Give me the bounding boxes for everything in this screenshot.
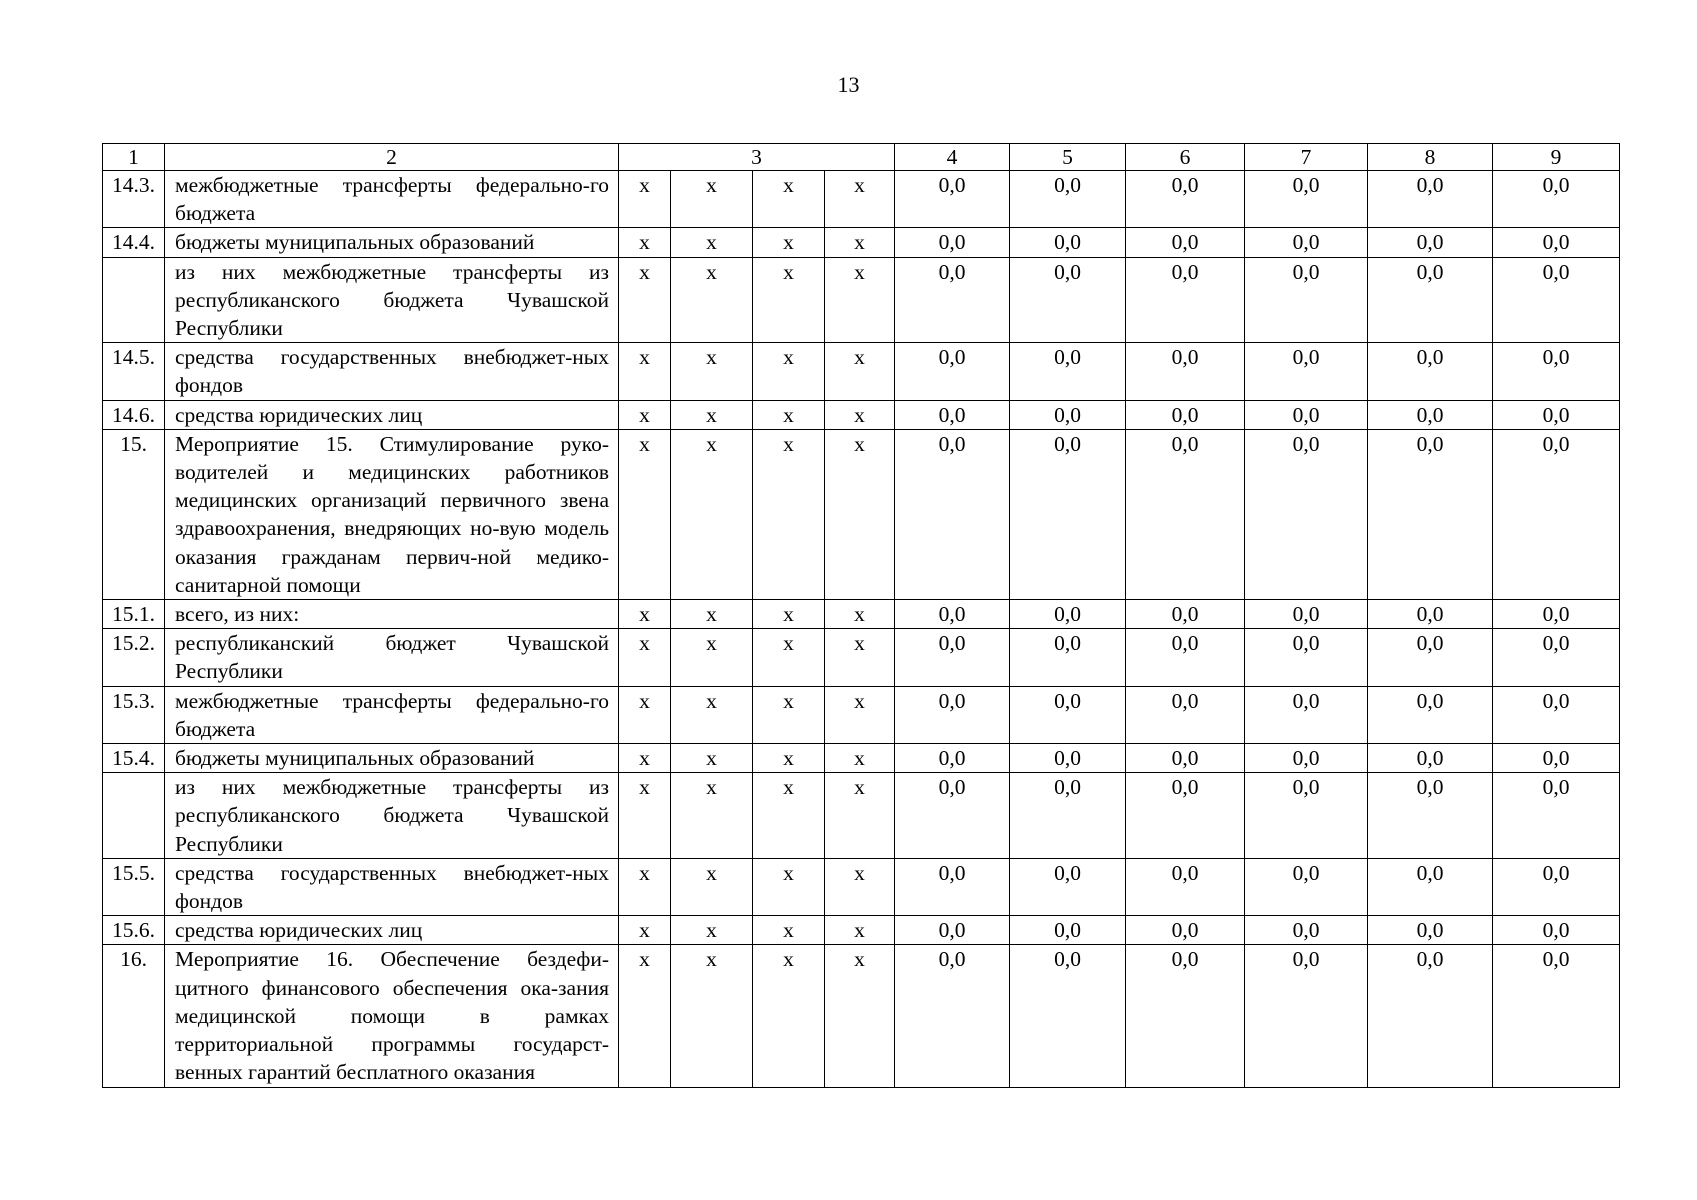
x-mark-cell: x bbox=[753, 773, 825, 859]
value-cell: 0,0 bbox=[1010, 686, 1126, 743]
x-mark-cell: x bbox=[753, 686, 825, 743]
value-cell: 0,0 bbox=[1493, 257, 1620, 343]
x-mark-cell: x bbox=[753, 257, 825, 343]
value-cell: 0,0 bbox=[1126, 629, 1245, 686]
x-mark-cell: x bbox=[619, 629, 671, 686]
header-cell: 2 bbox=[165, 144, 619, 171]
value-cell: 0,0 bbox=[1010, 945, 1126, 1087]
x-mark-cell: x bbox=[825, 600, 895, 629]
value-cell: 0,0 bbox=[1245, 257, 1368, 343]
x-mark-cell: x bbox=[671, 773, 753, 859]
table-row bbox=[103, 171, 1620, 228]
value-cell: 0,0 bbox=[895, 400, 1010, 429]
value-cell: 0,0 bbox=[1368, 629, 1493, 686]
value-cell: 0,0 bbox=[1126, 343, 1245, 400]
value-cell: 0,0 bbox=[1245, 600, 1368, 629]
row-description-cell: всего, из них: bbox=[165, 600, 619, 629]
value-cell: 0,0 bbox=[895, 629, 1010, 686]
value-cell: 0,0 bbox=[1126, 257, 1245, 343]
row-number-cell bbox=[103, 773, 165, 859]
row-number-cell: 14.4. bbox=[103, 228, 165, 257]
value-cell: 0,0 bbox=[1493, 773, 1620, 859]
value-cell: 0,0 bbox=[895, 343, 1010, 400]
x-mark-cell: x bbox=[671, 858, 753, 915]
x-mark-cell: x bbox=[825, 744, 895, 773]
row-description-cell: средства юридических лиц bbox=[165, 916, 619, 945]
table-row bbox=[103, 629, 1620, 686]
x-mark-cell: x bbox=[619, 744, 671, 773]
page-number: 13 bbox=[837, 72, 860, 97]
header-cell: 8 bbox=[1368, 144, 1493, 171]
x-mark-cell: x bbox=[753, 228, 825, 257]
value-cell: 0,0 bbox=[1010, 916, 1126, 945]
header-cell: 1 bbox=[103, 144, 165, 171]
row-number-cell: 15.2. bbox=[103, 629, 165, 686]
value-cell: 0,0 bbox=[1010, 429, 1126, 599]
table-row bbox=[103, 744, 1620, 773]
value-cell: 0,0 bbox=[1493, 744, 1620, 773]
value-cell: 0,0 bbox=[1245, 916, 1368, 945]
table-header-row bbox=[103, 144, 1620, 171]
value-cell: 0,0 bbox=[1126, 916, 1245, 945]
value-cell: 0,0 bbox=[895, 858, 1010, 915]
value-cell: 0,0 bbox=[895, 686, 1010, 743]
value-cell: 0,0 bbox=[1493, 916, 1620, 945]
value-cell: 0,0 bbox=[1010, 773, 1126, 859]
row-description-cell: из них межбюджетные трансферты из республиканского бюджета Чувашской Республики bbox=[165, 773, 619, 859]
x-mark-cell: x bbox=[825, 343, 895, 400]
table-row bbox=[103, 343, 1620, 400]
value-cell: 0,0 bbox=[1245, 400, 1368, 429]
x-mark-cell: x bbox=[619, 773, 671, 859]
row-number-cell: 15.3. bbox=[103, 686, 165, 743]
value-cell: 0,0 bbox=[1245, 343, 1368, 400]
value-cell: 0,0 bbox=[1493, 171, 1620, 228]
table-row bbox=[103, 257, 1620, 343]
value-cell: 0,0 bbox=[1493, 343, 1620, 400]
value-cell: 0,0 bbox=[1245, 171, 1368, 228]
row-description-cell: бюджеты муниципальных образований bbox=[165, 228, 619, 257]
value-cell: 0,0 bbox=[1126, 400, 1245, 429]
x-mark-cell: x bbox=[753, 744, 825, 773]
row-description-cell: Мероприятие 16. Обеспечение бездефи-цитного финансового обеспечения ока-зания медицинской помощи в рамках территориальной программы государст-венных гарантий бесплатного оказания bbox=[165, 945, 619, 1087]
value-cell: 0,0 bbox=[1126, 228, 1245, 257]
row-description-cell: средства юридических лиц bbox=[165, 400, 619, 429]
value-cell: 0,0 bbox=[1493, 629, 1620, 686]
value-cell: 0,0 bbox=[1245, 773, 1368, 859]
row-description-cell: из них межбюджетные трансферты из республиканского бюджета Чувашской Республики bbox=[165, 257, 619, 343]
value-cell: 0,0 bbox=[895, 773, 1010, 859]
value-cell: 0,0 bbox=[1010, 629, 1126, 686]
row-number-cell: 16. bbox=[103, 945, 165, 1087]
x-mark-cell: x bbox=[619, 686, 671, 743]
x-mark-cell: x bbox=[671, 686, 753, 743]
x-mark-cell: x bbox=[671, 400, 753, 429]
value-cell: 0,0 bbox=[1368, 945, 1493, 1087]
x-mark-cell: x bbox=[825, 945, 895, 1087]
x-mark-cell: x bbox=[619, 916, 671, 945]
x-mark-cell: x bbox=[619, 257, 671, 343]
value-cell: 0,0 bbox=[1245, 629, 1368, 686]
x-mark-cell: x bbox=[619, 400, 671, 429]
row-number-cell bbox=[103, 257, 165, 343]
table-row bbox=[103, 228, 1620, 257]
value-cell: 0,0 bbox=[1010, 257, 1126, 343]
value-cell: 0,0 bbox=[1010, 600, 1126, 629]
x-mark-cell: x bbox=[671, 429, 753, 599]
value-cell: 0,0 bbox=[1126, 686, 1245, 743]
header-cell: 9 bbox=[1493, 144, 1620, 171]
value-cell: 0,0 bbox=[1126, 429, 1245, 599]
row-number-cell: 14.6. bbox=[103, 400, 165, 429]
table-row bbox=[103, 916, 1620, 945]
value-cell: 0,0 bbox=[1368, 686, 1493, 743]
header-cell: 6 bbox=[1126, 144, 1245, 171]
value-cell: 0,0 bbox=[1368, 429, 1493, 599]
table-row bbox=[103, 400, 1620, 429]
value-cell: 0,0 bbox=[1126, 858, 1245, 915]
row-number-cell: 15. bbox=[103, 429, 165, 599]
table-row bbox=[103, 686, 1620, 743]
value-cell: 0,0 bbox=[1010, 343, 1126, 400]
table-row bbox=[103, 858, 1620, 915]
value-cell: 0,0 bbox=[1493, 600, 1620, 629]
x-mark-cell: x bbox=[753, 343, 825, 400]
value-cell: 0,0 bbox=[1010, 171, 1126, 228]
row-description-cell: межбюджетные трансферты федерально-го бюджета bbox=[165, 686, 619, 743]
x-mark-cell: x bbox=[825, 257, 895, 343]
table-body bbox=[103, 144, 1620, 1088]
value-cell: 0,0 bbox=[1493, 400, 1620, 429]
x-mark-cell: x bbox=[753, 858, 825, 915]
value-cell: 0,0 bbox=[1368, 400, 1493, 429]
value-cell: 0,0 bbox=[1126, 600, 1245, 629]
x-mark-cell: x bbox=[753, 429, 825, 599]
row-description-cell: Мероприятие 15. Стимулирование руко-водителей и медицинских работников медицинских организаций первичного звена здравоохранения, внедряющих но-вую модель оказания гражданам первич-ной медико-санитарной помощи bbox=[165, 429, 619, 599]
x-mark-cell: x bbox=[825, 429, 895, 599]
x-mark-cell: x bbox=[671, 171, 753, 228]
value-cell: 0,0 bbox=[1245, 858, 1368, 915]
header-cell: 5 bbox=[1010, 144, 1126, 171]
x-mark-cell: x bbox=[753, 945, 825, 1087]
x-mark-cell: x bbox=[825, 629, 895, 686]
row-description-cell: межбюджетные трансферты федерально-го бюджета bbox=[165, 171, 619, 228]
header-cell: 7 bbox=[1245, 144, 1368, 171]
x-mark-cell: x bbox=[825, 916, 895, 945]
value-cell: 0,0 bbox=[1126, 945, 1245, 1087]
value-cell: 0,0 bbox=[1245, 228, 1368, 257]
value-cell: 0,0 bbox=[1368, 744, 1493, 773]
x-mark-cell: x bbox=[825, 171, 895, 228]
row-description-cell: бюджеты муниципальных образований bbox=[165, 744, 619, 773]
value-cell: 0,0 bbox=[1126, 744, 1245, 773]
value-cell: 0,0 bbox=[1010, 744, 1126, 773]
x-mark-cell: x bbox=[671, 744, 753, 773]
value-cell: 0,0 bbox=[1493, 228, 1620, 257]
x-mark-cell: x bbox=[619, 429, 671, 599]
x-mark-cell: x bbox=[671, 257, 753, 343]
value-cell: 0,0 bbox=[895, 600, 1010, 629]
x-mark-cell: x bbox=[671, 600, 753, 629]
value-cell: 0,0 bbox=[1010, 228, 1126, 257]
x-mark-cell: x bbox=[825, 400, 895, 429]
x-mark-cell: x bbox=[825, 773, 895, 859]
budget-table bbox=[102, 143, 1620, 1088]
x-mark-cell: x bbox=[671, 629, 753, 686]
x-mark-cell: x bbox=[753, 400, 825, 429]
value-cell: 0,0 bbox=[1245, 744, 1368, 773]
value-cell: 0,0 bbox=[895, 744, 1010, 773]
x-mark-cell: x bbox=[619, 171, 671, 228]
x-mark-cell: x bbox=[825, 858, 895, 915]
x-mark-cell: x bbox=[619, 945, 671, 1087]
row-description-cell: средства государственных внебюджет-ных фондов bbox=[165, 343, 619, 400]
value-cell: 0,0 bbox=[895, 945, 1010, 1087]
value-cell: 0,0 bbox=[1493, 686, 1620, 743]
x-mark-cell: x bbox=[671, 228, 753, 257]
x-mark-cell: x bbox=[671, 343, 753, 400]
x-mark-cell: x bbox=[671, 916, 753, 945]
value-cell: 0,0 bbox=[1368, 600, 1493, 629]
row-number-cell: 14.3. bbox=[103, 171, 165, 228]
value-cell: 0,0 bbox=[1368, 343, 1493, 400]
x-mark-cell: x bbox=[619, 343, 671, 400]
x-mark-cell: x bbox=[753, 600, 825, 629]
value-cell: 0,0 bbox=[1493, 858, 1620, 915]
value-cell: 0,0 bbox=[895, 171, 1010, 228]
row-number-cell: 14.5. bbox=[103, 343, 165, 400]
row-number-cell: 15.6. bbox=[103, 916, 165, 945]
table-row bbox=[103, 773, 1620, 859]
value-cell: 0,0 bbox=[1126, 171, 1245, 228]
value-cell: 0,0 bbox=[1245, 686, 1368, 743]
row-description-cell: республиканский бюджет Чувашской Республики bbox=[165, 629, 619, 686]
table-row bbox=[103, 429, 1620, 599]
header-cell: 3 bbox=[619, 144, 895, 171]
row-description-cell: средства государственных внебюджет-ных фондов bbox=[165, 858, 619, 915]
x-mark-cell: x bbox=[619, 600, 671, 629]
value-cell: 0,0 bbox=[1493, 945, 1620, 1087]
value-cell: 0,0 bbox=[895, 429, 1010, 599]
value-cell: 0,0 bbox=[895, 228, 1010, 257]
value-cell: 0,0 bbox=[1010, 858, 1126, 915]
value-cell: 0,0 bbox=[895, 916, 1010, 945]
value-cell: 0,0 bbox=[1010, 400, 1126, 429]
value-cell: 0,0 bbox=[1493, 429, 1620, 599]
x-mark-cell: x bbox=[619, 858, 671, 915]
value-cell: 0,0 bbox=[895, 257, 1010, 343]
table-row bbox=[103, 945, 1620, 1087]
row-number-cell: 15.4. bbox=[103, 744, 165, 773]
x-mark-cell: x bbox=[825, 228, 895, 257]
value-cell: 0,0 bbox=[1368, 171, 1493, 228]
row-number-cell: 15.1. bbox=[103, 600, 165, 629]
header-cell: 4 bbox=[895, 144, 1010, 171]
x-mark-cell: x bbox=[619, 228, 671, 257]
value-cell: 0,0 bbox=[1245, 945, 1368, 1087]
row-number-cell: 15.5. bbox=[103, 858, 165, 915]
x-mark-cell: x bbox=[753, 916, 825, 945]
value-cell: 0,0 bbox=[1368, 257, 1493, 343]
value-cell: 0,0 bbox=[1368, 858, 1493, 915]
x-mark-cell: x bbox=[825, 686, 895, 743]
value-cell: 0,0 bbox=[1245, 429, 1368, 599]
value-cell: 0,0 bbox=[1368, 228, 1493, 257]
x-mark-cell: x bbox=[753, 629, 825, 686]
value-cell: 0,0 bbox=[1126, 773, 1245, 859]
value-cell: 0,0 bbox=[1368, 916, 1493, 945]
table-row bbox=[103, 600, 1620, 629]
x-mark-cell: x bbox=[753, 171, 825, 228]
value-cell: 0,0 bbox=[1368, 773, 1493, 859]
x-mark-cell: x bbox=[671, 945, 753, 1087]
